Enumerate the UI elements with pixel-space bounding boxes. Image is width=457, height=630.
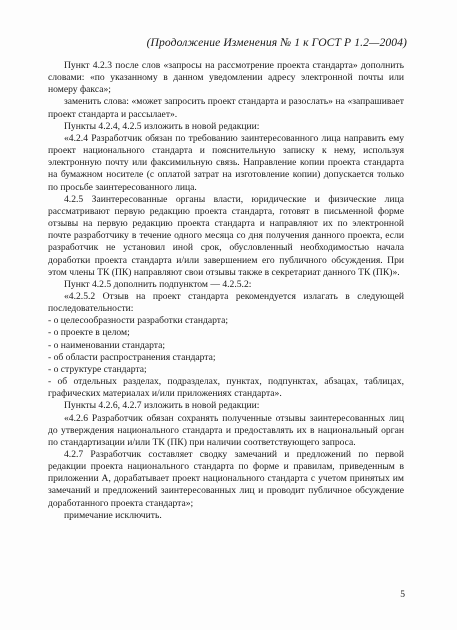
paragraph: Пункты 4.2.4, 4.2.5 изложить в новой редакции: xyxy=(64,120,260,132)
page-number: 5 xyxy=(400,590,405,600)
list-item: - о проекте в целом; xyxy=(48,327,130,339)
paragraph: «4.2.4 Разработчик обязан по требованию заинтересованного лица направить ему проект национального стандарта и пояснительную записку к нему, используя электронную почту или факсимильную связь. Направление копии проекта стандарта на бумажном носителе (с оплатой затрат на изготовление копии) допускается только по просьбе заинтересованного лица. xyxy=(48,132,404,193)
list-item: - о структуре стандарта; xyxy=(48,363,147,375)
paragraph: Пункты 4.2.6, 4.2.7 изложить в новой редакции: xyxy=(64,400,260,412)
document-body xyxy=(48,60,404,522)
paragraph: 4.2.5 Заинтересованные органы власти, юридические и физические лица рассматривают первую редакцию проекта стандарта, готовят в письменной форме отзывы на первую редакцию проекта стандарта и направляют их по электронной почте разработчику в течение одного месяца со дня получения данного проекта, если разработчик не установил иной срок, обусловленный необходимостью начала доработки проекта стандарта и/или завершением его публичного обсуждения. При этом члены ТК (ПК) направляют свои отзывы также в секретариат данного ТК (ПК)». xyxy=(48,193,404,278)
list-item: - о целесообразности разработки стандарта; xyxy=(48,315,229,327)
paragraph: Пункт 4.2.5 дополнить подпунктом — 4.2.5.2: xyxy=(64,278,252,290)
paragraph: примечание исключить. xyxy=(64,509,162,521)
paragraph: 4.2.7 Разработчик составляет сводку замечаний и предложений по первой редакции проекта национального стандарта по форме и правилам, приведенным в приложении А, дорабатывает проект национального стандарта с учетом принятых им замечаний и предложений заинтересованных лиц и проводит публичное обсуждение доработанного проекта стандарта»; xyxy=(48,449,404,509)
list-item: - об отдельных разделах, подразделах, пунктах, подпунктах, абзацах, таблицах, графических материалах и/или приложениях стандарта». xyxy=(48,376,404,400)
list-item: - о наименовании стандарта; xyxy=(48,339,166,351)
page-header: (Продолжение Изменения № 1 к ГОСТ Р 1.2—2004) xyxy=(146,36,407,49)
paragraph: «4.2.5.2 Отзыв на проект стандарта рекомендуется излагать в следующей последовательности: xyxy=(48,290,404,315)
paragraph: Пункт 4.2.3 после слов «запросы на рассмотрение проекта стандарта» дополнить словами: «по указанному в данном уведомлении адресу электронной почты или номеру факса»; xyxy=(48,60,404,96)
paragraph: заменить слова: «может запросить проект стандарта и разослать» на «запрашивает проект стандарта и рассылает». xyxy=(48,96,404,120)
list-item: - об области распространения стандарта; xyxy=(48,351,216,363)
paragraph: «4.2.6 Разработчик обязан сохранять полученные отзывы заинтересованных лиц до утверждения национального стандарта и предоставлять их в национальный орган по стандартизации и/или ТК (ПК) при наличии соответствующего запроса. xyxy=(48,412,404,448)
